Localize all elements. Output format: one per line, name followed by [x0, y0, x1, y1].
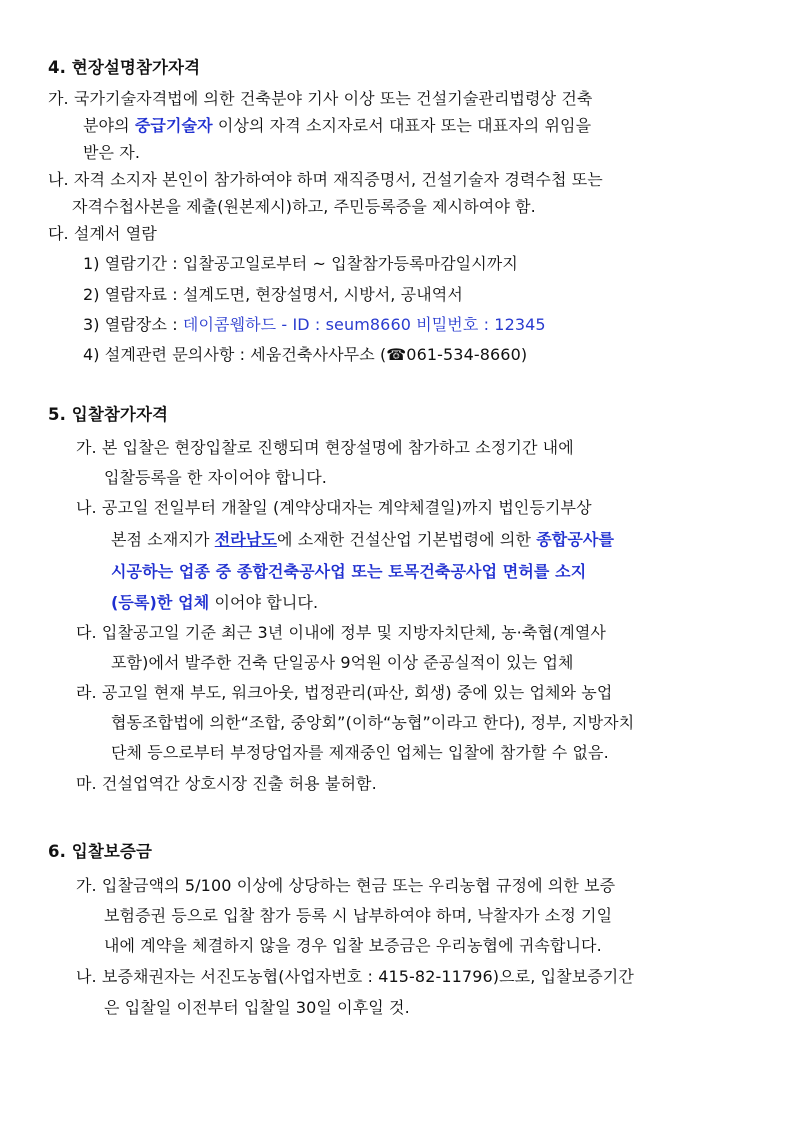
s4-item-ga-line1: 가. 국가기술자격법에 의한 건축분야 기사 이상 또는 건설기술관리법령상 건축	[48, 89, 593, 108]
s5-item-ra-line2: 협동조합법에 의한“조합, 중앙회”(이하“농협”이라고 한다), 정부, 지방자치	[111, 713, 635, 732]
s4-sub-item-3: 3) 열람장소 : 데이콤웹하드 - ID : seum8660 비밀번호 : 12345	[83, 315, 546, 334]
s5-item-na-line3: 시공하는 업종 중 종합건축공사업 또는 토목건축공사업 면허를 소지	[111, 562, 587, 581]
s4-item-da: 다. 설계서 열람	[48, 224, 157, 243]
section-5-heading: 5. 입찰참가자격	[48, 405, 169, 424]
s5-item-na-line2: 본점 소재지가 전라남도에 소재한 건설산업 기본법령에 의한 종합공사를	[111, 530, 615, 549]
section-4-heading: 4. 현장설명참가자격	[48, 58, 201, 77]
s4-item-ga-line2: 분야의 중급기술자 이상의 자격 소지자로서 대표자 또는 대표자의 위임을	[83, 116, 592, 135]
s5-item-da-line2: 포함)에서 발주한 건축 단일공사 9억원 이상 준공실적이 있는 업체	[111, 653, 574, 672]
s5-item-da-line1: 다. 입찰공고일 기준 최근 3년 이내에 정부 및 지방자치단체, 농·축협(계열사	[76, 623, 606, 642]
general-construction-highlight: 종합공사를	[536, 530, 615, 549]
s5-item-ga-line2: 입찰등록을 한 자이어야 합니다.	[104, 468, 327, 487]
region-jeollanamdo-highlight: 전라남도	[214, 530, 277, 549]
s6-item-ga-line1: 가. 입찰금액의 5/100 이상에 상당하는 현금 또는 우리농협 규정에 의한 보증	[76, 876, 616, 895]
section-6-heading: 6. 입찰보증금	[48, 842, 152, 861]
s4-item-na-line2: 자격수첩사본을 제출(원본제시)하고, 주민등록증을 제시하여야 함.	[72, 197, 536, 216]
s5-item-ga-line1: 가. 본 입찰은 현장입찰로 진행되며 현장설명에 참가하고 소정기간 내에	[76, 438, 574, 457]
s5-item-na-line4: (등록)한 업체 이어야 합니다.	[111, 593, 319, 612]
s4-sub-item-2: 2) 열람자료 : 설계도면, 현장설명서, 시방서, 공내역서	[83, 285, 463, 304]
s6-item-na-line2: 은 입찰일 이전부터 입찰일 30일 이후일 것.	[104, 998, 410, 1017]
s4-item-na-line1: 나. 자격 소지자 본인이 참가하여야 하며 재직증명서, 건설기술자 경력수첩 또는	[48, 170, 603, 189]
s5-item-ra-line3: 단체 등으로부터 부정당업자를 제재중인 업체는 입찰에 참가할 수 없음.	[111, 743, 609, 762]
s5-item-ra-line1: 라. 공고일 현재 부도, 워크아웃, 법정관리(파산, 회생) 중에 있는 업체와 농업	[76, 683, 613, 702]
mid-level-engineer-highlight: 중급기술자	[134, 116, 213, 135]
s5-item-ma: 마. 건설업역간 상호시장 진출 허용 불허함.	[76, 774, 377, 793]
s4-sub-item-1: 1) 열람기간 : 입찰공고일로부터 ~ 입찰참가등록마감일시까지	[83, 254, 518, 273]
s4-item-ga-line3: 받은 자.	[83, 143, 141, 162]
s6-item-ga-line3: 내에 계약을 체결하지 않을 경우 입찰 보증금은 우리농협에 귀속합니다.	[104, 936, 602, 955]
s6-item-ga-line2: 보험증권 등으로 입찰 참가 등록 시 납부하여야 하며, 낙찰자가 소정 기일	[104, 906, 613, 925]
s4-sub-item-4: 4) 설계관련 문의사항 : 세움건축사사무소 (☎061-534-8660)	[83, 345, 528, 364]
s5-item-na-line1: 나. 공고일 전일부터 개찰일 (계약상대자는 계약체결일)까지 법인등기부상	[76, 498, 592, 517]
registered-company-highlight: (등록)한 업체	[111, 593, 210, 612]
s6-item-na-line1: 나. 보증채권자는 서진도농협(사업자번호 : 415-82-11796)으로, 입찰보증기간	[76, 967, 634, 986]
webhard-access-info[interactable]: 데이콤웹하드 - ID : seum8660 비밀번호 : 12345	[182, 315, 546, 334]
